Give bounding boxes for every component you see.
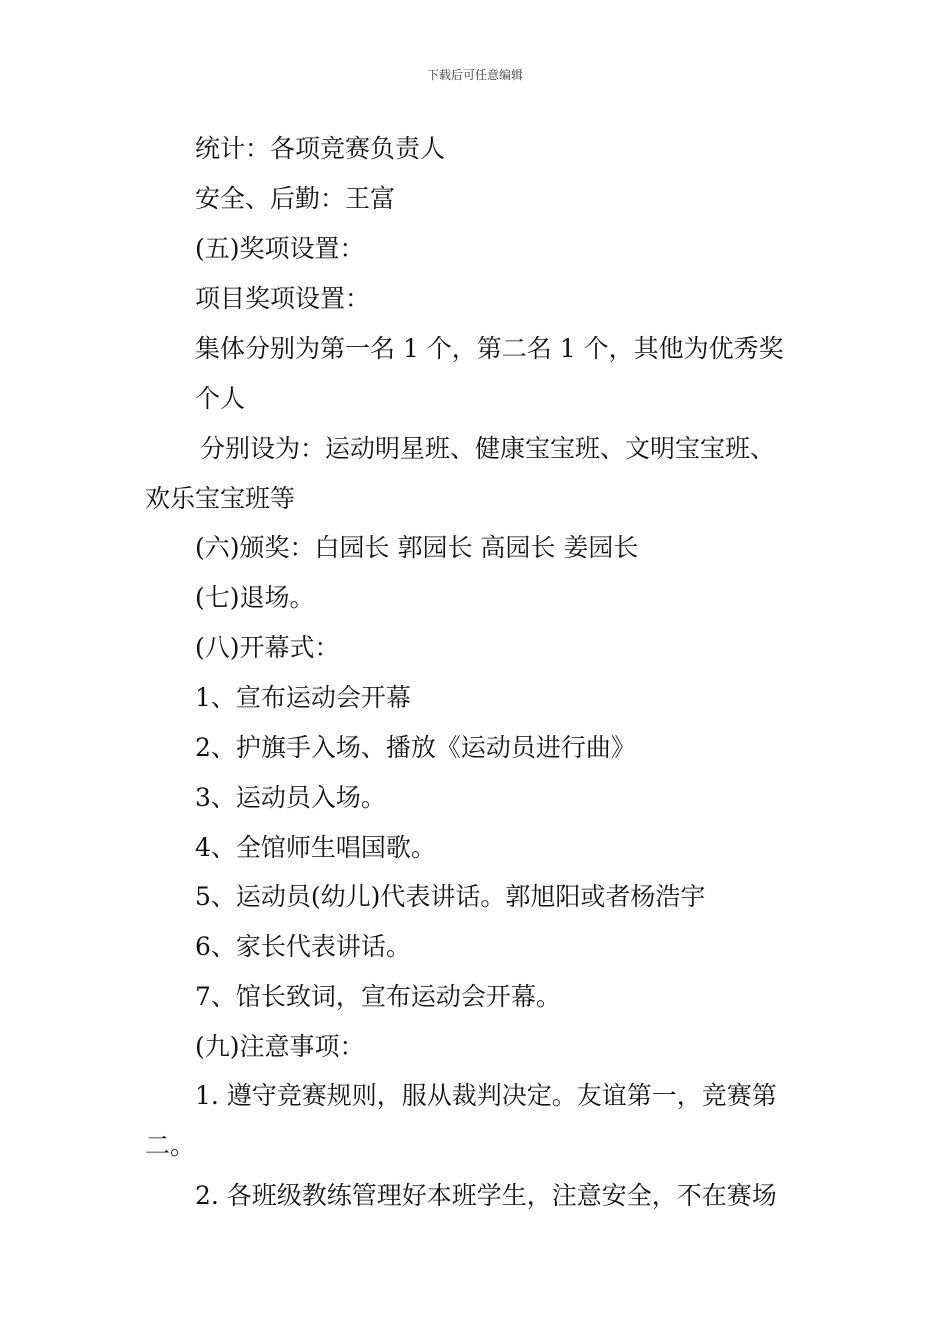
section-heading-notes: (九)注意事项： <box>195 1032 365 1061</box>
text-line-safety: 安全、后勤：王富 <box>195 184 396 213</box>
note-item-2: 2. 各班级教练管理好本班学生，注意安全，不在赛场 <box>195 1181 777 1210</box>
list-item-1: 1、宣布运动会开幕 <box>195 683 411 712</box>
list-item-6: 6、家长代表讲话。 <box>195 932 411 961</box>
list-item-2: 2、护旗手入场、播放《运动员进行曲》 <box>195 733 636 762</box>
text-line-stats: 统计：各项竞赛负责人 <box>195 134 446 163</box>
text-line-class-titles: 分别设为：运动明星班、健康宝宝班、文明宝宝班、 <box>200 434 776 463</box>
list-item-3: 3、运动员入场。 <box>195 783 386 812</box>
note-item-1: 1. 遵守竞赛规则，服从裁判决定。友谊第一，竞赛第 <box>195 1081 777 1110</box>
list-item-7: 7、馆长致词，宣布运动会开幕。 <box>195 982 561 1011</box>
text-line-class-titles-cont: 欢乐宝宝班等 <box>145 484 296 513</box>
section-heading-exit: (七)退场。 <box>195 583 315 612</box>
text-line-project-awards: 项目奖项设置： <box>195 284 371 313</box>
note-item-1-cont: 二。 <box>145 1131 196 1160</box>
list-item-4: 4、全馆师生唱国歌。 <box>195 833 436 862</box>
list-item-5: 5、运动员(幼儿)代表讲话。郭旭阳或者杨浩宇 <box>195 882 706 911</box>
text-line-individual: 个人 <box>195 384 246 413</box>
text-line-group-awards: 集体分别为第一名 1 个，第二名 1 个，其他为优秀奖 <box>195 334 784 363</box>
section-heading-ceremony: (六)颁奖：白园长 郭园长 高园长 姜园长 <box>195 533 639 562</box>
page-header: 下载后可任意编辑 <box>426 68 523 82</box>
section-heading-awards: (五)奖项设置： <box>195 234 365 263</box>
section-heading-opening: (八)开幕式： <box>195 633 340 662</box>
